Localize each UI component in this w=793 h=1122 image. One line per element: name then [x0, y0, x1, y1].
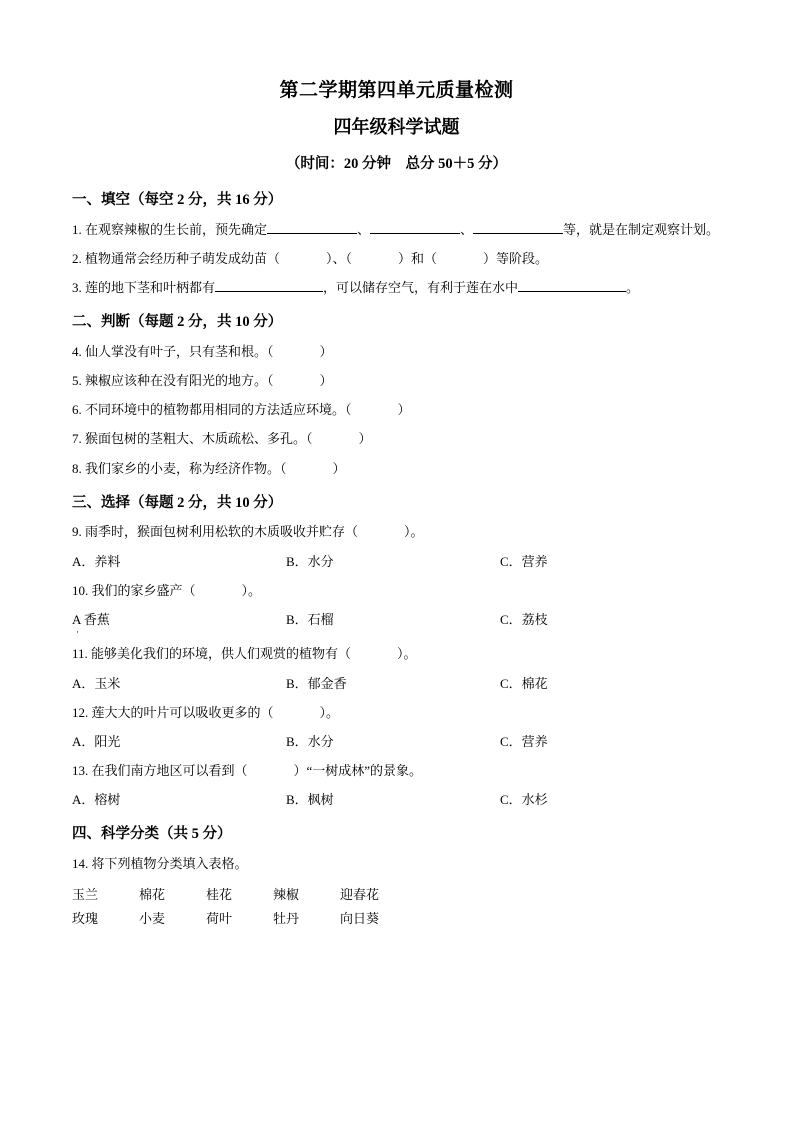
- question-4-number: 4.: [72, 344, 82, 359]
- question-1-text-a: 在观察辣椒的生长前，预先确定: [85, 221, 268, 237]
- question-10-option-a[interactable]: [72, 610, 286, 636]
- word-bank-row-1: [72, 883, 721, 906]
- question-5: [72, 371, 721, 391]
- question-1-sep-2: 、: [460, 221, 474, 237]
- question-6-text: 不同环境中的植物都用相同的方法适应环境。（: [85, 402, 352, 418]
- question-13: [72, 761, 721, 781]
- question-3-text-c: 。: [626, 280, 640, 296]
- page-title: 第二学期第四单元质量检测: [279, 80, 514, 101]
- question-8: [72, 459, 721, 479]
- question-1-sep-1: 、: [357, 221, 371, 237]
- question-11-number: 11.: [72, 646, 88, 662]
- question-3-text-b: ，可以储存空气，有利于莲在水中: [323, 280, 519, 296]
- question-11: [72, 644, 721, 664]
- word-bank-row-2: [72, 907, 721, 930]
- question-1-blank-1[interactable]: [267, 233, 357, 234]
- question-11-options: [72, 674, 721, 694]
- question-7-text: 猴面包树的茎粗大、木质疏松、多孔。（: [85, 431, 313, 447]
- question-6-tail: ）: [397, 402, 411, 418]
- question-14: [72, 854, 721, 874]
- question-1-blank-3[interactable]: [473, 233, 563, 234]
- question-6: [72, 400, 721, 420]
- question-9-option-a[interactable]: A．养料: [72, 553, 121, 569]
- question-9-text: 雨季时，猴面包树利用松软的木质吸收并贮存（: [85, 524, 359, 540]
- question-3-number: 3.: [72, 280, 82, 296]
- question-10-tail: ）。: [241, 582, 262, 598]
- question-9-tail: ）。: [404, 524, 424, 540]
- question-9-option-b[interactable]: B．水分: [286, 553, 334, 569]
- question-11-option-b[interactable]: B．郁金香: [286, 675, 347, 691]
- question-13-option-a[interactable]: A．榕树: [72, 792, 121, 808]
- question-11-tail: ）。: [397, 646, 417, 662]
- question-13-text: 在我们南方地区可以看到（: [91, 762, 248, 778]
- question-9-options: [72, 552, 721, 572]
- word-item[interactable]: 桂花: [206, 887, 233, 903]
- question-11-text: 能够美化我们的环境，供人们观赏的植物有（: [91, 646, 352, 662]
- question-12-options: [72, 732, 721, 752]
- question-8-tail: ）: [332, 460, 346, 476]
- question-2-number: 2.: [72, 250, 82, 266]
- section-heading-classification: 四、科学分类（共 5 分）: [72, 826, 232, 843]
- word-item[interactable]: 向日葵: [340, 910, 380, 926]
- question-4: [72, 342, 721, 362]
- section-heading-true-false: 二、判断（每题 2 分，共 10 分）: [72, 314, 283, 331]
- section-heading-fill-in-blank: 一、填空（每空 2 分，共 16 分）: [72, 192, 283, 209]
- question-10-text: 我们的家乡盛产（: [91, 582, 196, 598]
- question-12-tail: ）。: [319, 704, 340, 720]
- question-14-text: 将下列植物分类填入表格。: [91, 856, 248, 871]
- question-10-option-a-dot: ·: [76, 627, 79, 638]
- question-1-number: 1.: [72, 221, 82, 237]
- question-2-text-c: ）和（: [398, 250, 438, 266]
- question-6-number: 6.: [72, 402, 82, 418]
- question-10-options: [72, 610, 721, 636]
- question-8-text: 我们家乡的小麦，称为经济作物。（: [85, 460, 287, 476]
- exam-meta-line: （时间：20 分钟 总分 50＋5 分）: [285, 155, 508, 172]
- question-9-option-c[interactable]: C．营养: [500, 553, 548, 569]
- question-3-text-a: 莲的地下茎和叶柄都有: [85, 280, 216, 296]
- question-7: [72, 429, 721, 449]
- question-9-number: 9.: [72, 524, 82, 540]
- question-1-blank-2[interactable]: [370, 233, 460, 234]
- question-2: [72, 249, 721, 269]
- question-12-text: 莲大大的叶片可以吸收更多的（: [91, 704, 274, 720]
- question-8-number: 8.: [72, 460, 82, 476]
- question-1-text-b: 等，就是在制定观察计划。: [563, 221, 720, 237]
- question-5-tail: ）: [319, 373, 333, 389]
- question-11-option-c[interactable]: C．棉花: [500, 675, 548, 691]
- question-3: [72, 278, 721, 298]
- question-3-blank-1[interactable]: [215, 291, 323, 292]
- question-12-option-c[interactable]: C．营养: [500, 733, 548, 749]
- word-item[interactable]: 辣椒: [273, 887, 300, 903]
- question-13-tail: ）“一树成林”的景象。: [293, 762, 423, 778]
- question-12: [72, 703, 721, 723]
- question-13-number: 13.: [72, 762, 89, 778]
- question-12-option-b[interactable]: B．水分: [286, 733, 334, 749]
- word-item[interactable]: 棉花: [139, 887, 166, 903]
- question-5-text: 辣椒应该种在没有阳光的地方。（: [85, 373, 274, 389]
- word-item[interactable]: 牡丹: [273, 910, 300, 926]
- question-7-tail: ）: [358, 431, 372, 447]
- question-4-text: 仙人掌没有叶子，只有茎和根。（: [85, 344, 274, 359]
- question-2-text-a: 植物通常会经历种子萌发成幼苗（: [85, 250, 281, 266]
- page-subtitle: 四年级科学试题: [333, 116, 460, 137]
- question-10-number: 10.: [72, 582, 89, 598]
- word-item[interactable]: 迎春花: [340, 887, 380, 903]
- question-10-option-a-label: A 香蕉: [72, 611, 110, 627]
- question-2-text-d: ）等阶段。: [483, 250, 549, 266]
- question-13-options: [72, 790, 721, 810]
- question-9: [72, 522, 721, 542]
- question-10-option-c[interactable]: C．荔枝: [500, 611, 548, 627]
- word-item[interactable]: 玉兰: [72, 887, 99, 903]
- question-2-text-b: ）、（: [326, 250, 353, 266]
- question-7-number: 7.: [72, 431, 82, 447]
- question-12-number: 12.: [72, 704, 89, 720]
- question-10-option-b[interactable]: B．石榴: [286, 611, 334, 627]
- word-item[interactable]: 荷叶: [206, 910, 233, 926]
- question-10: [72, 581, 721, 601]
- question-14-word-bank: [72, 883, 721, 930]
- question-14-number: 14.: [72, 856, 89, 871]
- question-12-option-a[interactable]: A．阳光: [72, 733, 121, 749]
- question-4-tail: ）: [319, 344, 333, 359]
- word-item[interactable]: 玫瑰: [72, 910, 99, 926]
- section-heading-multiple-choice: 三、选择（每题 2 分，共 10 分）: [72, 494, 283, 511]
- question-3-blank-2[interactable]: [518, 291, 626, 292]
- word-item[interactable]: 小麦: [139, 910, 166, 926]
- question-11-option-a[interactable]: A．玉米: [72, 675, 121, 691]
- question-13-option-b[interactable]: B．枫树: [286, 792, 334, 808]
- question-13-option-c[interactable]: C．水杉: [500, 792, 548, 808]
- question-1: [72, 220, 721, 240]
- question-5-number: 5.: [72, 373, 82, 389]
